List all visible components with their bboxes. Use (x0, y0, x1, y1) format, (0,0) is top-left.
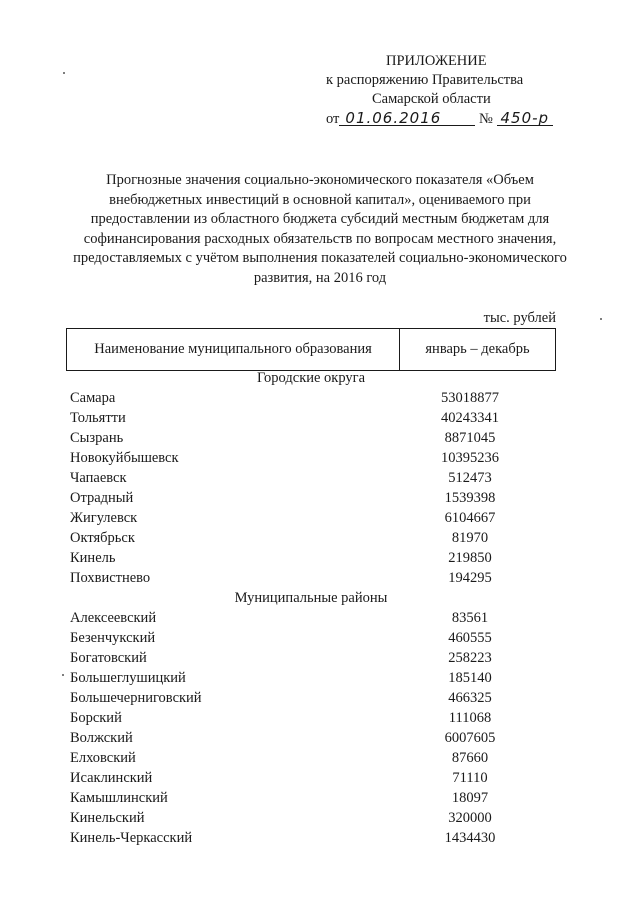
number-prefix: № (479, 111, 493, 127)
table-row (0, 408, 640, 428)
investment-value: 81970 (451, 530, 489, 546)
municipality-name: Елховский (70, 750, 136, 766)
table-row (0, 828, 640, 848)
column-header-period: январь – декабрь (400, 329, 556, 371)
municipality-name: Кинель (70, 550, 116, 566)
scan-speck (63, 72, 65, 74)
investment-value: 460555 (448, 630, 492, 646)
investment-value: 194295 (448, 570, 492, 586)
municipality-name: Исаклинский (70, 770, 153, 786)
appendix-heading: ПРИЛОЖЕНИЕ (386, 53, 487, 69)
investment-value: 185140 (448, 670, 492, 686)
municipality-name: Алексеевский (70, 610, 157, 626)
appendix-line-3: Самарской области (372, 91, 491, 107)
table-row (0, 428, 640, 448)
municipality-name: Отрадный (70, 490, 134, 506)
municipality-name: Волжский (70, 730, 133, 746)
handwritten-number: 450-р (497, 111, 553, 126)
investment-value: 71110 (452, 770, 488, 786)
table-row (0, 808, 640, 828)
table-row (0, 608, 640, 628)
investment-value: 40243341 (441, 410, 499, 426)
municipality-name: Кинельский (70, 810, 145, 826)
table-row (0, 488, 640, 508)
appendix-line-2: к распоряжению Правительства (326, 72, 524, 88)
document-title: Прогнозные значения социально-экономического показателя «Объем внебюджетных инвестиций в основной капитал», оцениваемого при предоставлении из областного бюджета субсидий местным бюджетам для софинансирования расходных обязательств по вопросам местного значения, предоставляемых с учётом выполнения показателей социально-экономического развития, на 2016 год (73, 172, 567, 286)
investment-value: 8871045 (444, 430, 496, 446)
date-prefix: от (326, 111, 340, 127)
investment-value: 512473 (448, 470, 492, 486)
municipality-name: Кинель-Черкасский (70, 830, 193, 846)
scan-speck (600, 318, 602, 320)
investment-value: 53018877 (441, 390, 499, 406)
municipality-name: Жигулевск (70, 510, 138, 526)
municipality-name: Похвистнево (70, 570, 151, 586)
table-row (0, 468, 640, 488)
table-row (0, 568, 640, 588)
municipality-name: Борский (70, 710, 122, 726)
appendix-date-line (326, 110, 553, 129)
municipality-name: Богатовский (70, 650, 147, 666)
table-row (0, 388, 640, 408)
table-row (0, 708, 640, 728)
table-row (0, 788, 640, 808)
investment-value: 6104667 (444, 510, 496, 526)
investment-value: 466325 (448, 690, 492, 706)
investment-value: 18097 (451, 790, 489, 806)
table-row (0, 628, 640, 648)
table-header (66, 328, 556, 371)
municipality-name: Безенчукский (70, 630, 156, 646)
municipality-name: Новокуйбышевск (70, 450, 179, 466)
investment-value: 83561 (451, 610, 489, 626)
table-row (0, 508, 640, 528)
municipality-name: Самара (70, 390, 116, 406)
scan-speck (62, 674, 64, 676)
investment-value: 219850 (448, 550, 492, 566)
units-label: тыс. рублей (483, 310, 556, 326)
municipality-name: Тольятти (70, 410, 126, 426)
table-row (0, 688, 640, 708)
table-row (0, 728, 640, 748)
table-row (0, 768, 640, 788)
investment-value: 87660 (451, 750, 489, 766)
municipality-name: Большечерниговский (70, 690, 202, 706)
investment-value: 1434430 (444, 830, 496, 846)
investment-value: 10395236 (441, 450, 499, 466)
table-row (0, 648, 640, 668)
municipality-name: Большеглушицкий (70, 670, 186, 686)
municipality-name: Сызрань (70, 430, 124, 446)
investment-value: 111068 (448, 710, 492, 726)
investment-value: 258223 (448, 650, 492, 666)
table-row (0, 668, 640, 688)
municipality-name: Октябрьск (70, 530, 135, 546)
handwritten-date: 01.06.2016 (339, 111, 475, 126)
municipality-name: Камышлинский (70, 790, 168, 806)
table-row (0, 548, 640, 568)
investment-value: 1539398 (444, 490, 496, 506)
section-title: Муниципальные районы (234, 590, 388, 606)
table-row (0, 448, 640, 468)
investment-value: 320000 (448, 810, 492, 826)
table-row (0, 528, 640, 548)
investment-value: 6007605 (444, 730, 496, 746)
municipality-name: Чапаевск (70, 470, 127, 486)
section-title: Городские округа (256, 370, 366, 386)
table-row (0, 748, 640, 768)
column-header-municipality: Наименование муниципального образования (67, 329, 400, 371)
